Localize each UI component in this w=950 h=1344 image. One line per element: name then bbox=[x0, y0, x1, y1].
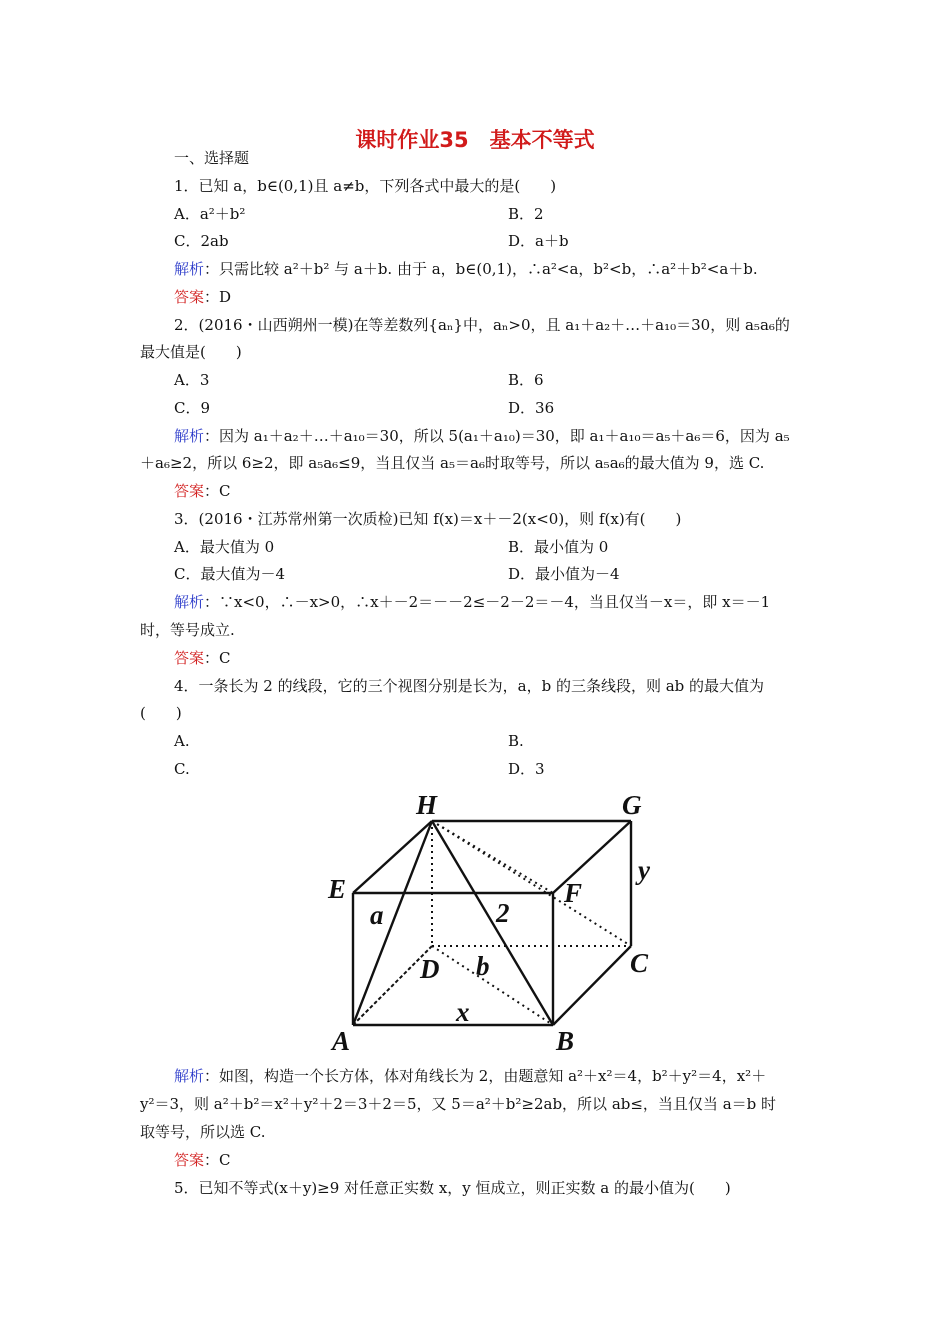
section-heading: 一、选择题 bbox=[174, 149, 250, 167]
q1-analysis-text: ：只需比较 a²＋b² 与 a＋b. 由于 a，b∈(0,1)，∴a²<a，b²<b，∴a²＋b²<a＋b. bbox=[204, 260, 758, 278]
vertex-label-e: E bbox=[328, 874, 347, 904]
hidden-segment-hf bbox=[432, 821, 553, 893]
q2-option-c: C．9 bbox=[174, 399, 211, 417]
q4-answer-text: ：C bbox=[204, 1151, 231, 1169]
q4-stem-line1: 4．一条长为 2 的线段，它的三个视图分别是长为，a，b 的三条线段，则 ab 的最大值为 bbox=[174, 677, 765, 695]
hidden-segment-db bbox=[432, 946, 553, 1025]
segment-label-y: y bbox=[638, 855, 650, 885]
q4-analysis-text1: ：如图，构造一个长方体，体对角线长为 2，由题意知 a²＋x²＝4，b²＋y²＝4，x²＋ bbox=[204, 1067, 767, 1085]
segment-ha bbox=[353, 821, 432, 1025]
vertex-label-b: B bbox=[556, 1026, 575, 1056]
analysis-label: 解析 bbox=[174, 1067, 205, 1085]
q4-stem-line2: ( ) bbox=[140, 704, 182, 722]
vertex-label-f: F bbox=[564, 878, 583, 908]
q1-answer bbox=[174, 287, 231, 307]
q2-answer bbox=[174, 481, 231, 501]
q2-analysis-text1: ：因为 a₁＋a₂＋…＋a₁₀＝30，所以 5(a₁＋a₁₀)＝30，即 a₁＋a₁₀＝a₅＋a₆＝6，因为 a₅ bbox=[204, 427, 790, 445]
q4-option-a: A. bbox=[174, 732, 190, 750]
q3-option-b: B．最小值为 0 bbox=[508, 538, 609, 556]
q4-answer bbox=[174, 1150, 231, 1170]
q3-option-d: D．最小值为－4 bbox=[508, 565, 620, 583]
q4-option-d: D．3 bbox=[508, 760, 545, 778]
analysis-label: 解析 bbox=[174, 427, 205, 445]
q4-option-c: C. bbox=[174, 760, 190, 778]
segment-label-b: b bbox=[476, 951, 490, 981]
segment-label-2: 2 bbox=[496, 898, 510, 928]
q4-analysis-line3: 取等号，所以选 C. bbox=[140, 1123, 266, 1141]
answer-label: 答案 bbox=[174, 482, 205, 500]
q3-analysis-text1: ：∵x<0，∴－x>0，∴x＋－2＝－－2≤－2－2＝－4，当且仅当－x＝，即 x＝－1 bbox=[204, 593, 771, 611]
q2-analysis-line2: ＋a₆≥2，所以 6≥2，即 a₅a₆≤9，当且仅当 a₅＝a₆时取等号，所以 a₅a₆的最大值为 9，选 C. bbox=[140, 454, 765, 472]
q3-analysis-line1 bbox=[174, 592, 770, 612]
q2-option-a: A．3 bbox=[174, 371, 210, 389]
q4-option-b: B. bbox=[508, 732, 524, 750]
cuboid-figure bbox=[320, 785, 660, 1060]
vertex-label-c: C bbox=[630, 948, 649, 978]
q2-option-d: D．36 bbox=[508, 399, 555, 417]
vertex-label-h: H bbox=[416, 790, 438, 820]
segment-label-x: x bbox=[456, 997, 470, 1027]
edge-cb bbox=[553, 946, 631, 1025]
q4-analysis-line2: y²＝3，则 a²＋b²＝x²＋y²＋2＝3＋2＝5，又 5＝a²＋b²≥2ab，所以 ab≤，当且仅当 a＝b 时 bbox=[140, 1095, 777, 1113]
q3-stem: 3．(2016・江苏常州第一次质检)已知 f(x)＝x＋－2(x<0)，则 f(x)有( ) bbox=[174, 510, 682, 528]
cuboid-diagram bbox=[320, 785, 660, 1060]
q1-option-d: D．a＋b bbox=[508, 232, 569, 250]
page-title: 课时作业35 基本不等式 bbox=[355, 128, 595, 152]
hidden-segment-hc bbox=[432, 821, 631, 946]
answer-label: 答案 bbox=[174, 1151, 205, 1169]
answer-label: 答案 bbox=[174, 288, 205, 306]
answer-label: 答案 bbox=[174, 649, 205, 667]
q2-analysis-line1 bbox=[174, 426, 790, 446]
q4-analysis-line1 bbox=[174, 1066, 766, 1086]
q1-stem: 1．已知 a，b∈(0,1)且 a≠b，下列各式中最大的是( ) bbox=[174, 177, 557, 195]
q2-answer-text: ：C bbox=[204, 482, 231, 500]
segment-label-a: a bbox=[370, 900, 384, 930]
analysis-label: 解析 bbox=[174, 260, 205, 278]
q1-answer-text: ：D bbox=[204, 288, 232, 306]
q1-analysis bbox=[174, 259, 758, 279]
segment-hb bbox=[432, 821, 553, 1025]
q1-option-b: B．2 bbox=[508, 205, 544, 223]
vertex-label-g: G bbox=[622, 790, 642, 820]
q3-analysis-line2: 时，等号成立. bbox=[140, 621, 235, 639]
q1-option-c: C．2ab bbox=[174, 232, 229, 250]
q3-answer bbox=[174, 648, 231, 668]
q2-stem-line1: 2．(2016・山西朔州一模)在等差数列{aₙ}中，aₙ>0，且 a₁＋a₂＋…＋a₁₀＝30，则 a₅a₆的 bbox=[174, 316, 790, 334]
vertex-label-d: D bbox=[420, 954, 440, 984]
q2-option-b: B．6 bbox=[508, 371, 544, 389]
vertex-label-a: A bbox=[332, 1026, 351, 1056]
edge-eh bbox=[353, 821, 432, 893]
q5-stem: 5．已知不等式(x＋y)≥9 对任意正实数 x，y 恒成立，则正实数 a 的最小值为( ) bbox=[174, 1179, 731, 1197]
q3-option-c: C．最大值为－4 bbox=[174, 565, 286, 583]
q3-option-a: A．最大值为 0 bbox=[174, 538, 275, 556]
q2-stem-line2: 最大值是( ) bbox=[140, 343, 242, 361]
analysis-label: 解析 bbox=[174, 593, 205, 611]
q3-answer-text: ：C bbox=[204, 649, 231, 667]
q1-option-a: A．a²＋b² bbox=[174, 205, 246, 223]
